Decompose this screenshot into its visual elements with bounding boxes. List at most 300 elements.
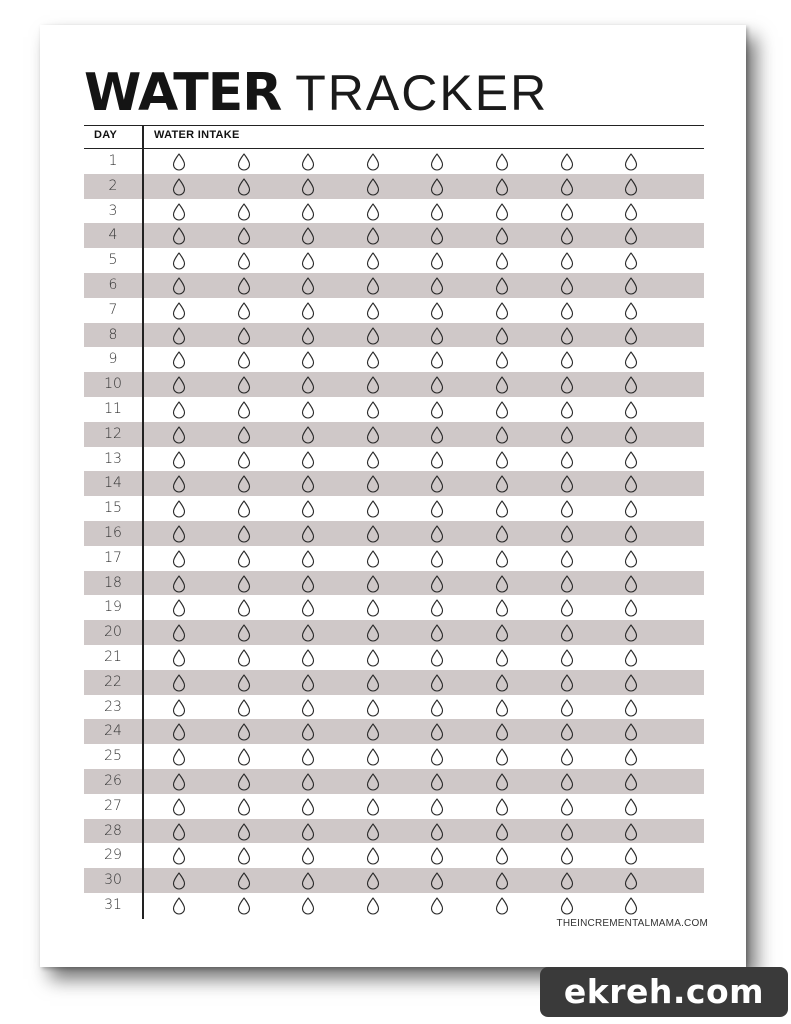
water-drop-icon[interactable]	[172, 401, 186, 419]
water-drop-icon[interactable]	[172, 550, 186, 568]
day-number: 2	[108, 177, 118, 194]
water-drop-icon[interactable]	[366, 475, 380, 493]
water-drop-icon[interactable]	[495, 649, 509, 667]
water-drop-icon[interactable]	[366, 252, 380, 270]
water-drop-icon[interactable]	[237, 699, 251, 717]
water-drop-icon[interactable]	[560, 500, 574, 518]
water-drop-icon[interactable]	[560, 748, 574, 766]
water-drop-icon[interactable]	[430, 227, 444, 245]
water-drop-icon[interactable]	[301, 699, 315, 717]
water-drop-icon[interactable]	[301, 525, 315, 543]
day-number: 10	[104, 376, 122, 393]
water-drop-icon[interactable]	[560, 252, 574, 270]
water-drop-icon[interactable]	[301, 203, 315, 221]
day-number: 22	[104, 673, 122, 690]
water-drop-icon[interactable]	[366, 227, 380, 245]
water-drop-icon[interactable]	[301, 426, 315, 444]
water-drop-icon[interactable]	[560, 599, 574, 617]
water-drop-icon[interactable]	[301, 227, 315, 245]
water-drop-icon[interactable]	[366, 401, 380, 419]
water-drop-icon[interactable]	[237, 327, 251, 345]
water-drop-icon[interactable]	[560, 277, 574, 295]
water-drop-icon[interactable]	[172, 277, 186, 295]
water-drop-icon[interactable]	[560, 351, 574, 369]
water-drop-icon[interactable]	[430, 252, 444, 270]
table-row	[84, 422, 704, 447]
water-drop-icon[interactable]	[430, 401, 444, 419]
water-drop-icon[interactable]	[237, 575, 251, 593]
table-row	[84, 769, 704, 794]
header-day: DAY	[94, 129, 118, 141]
water-drop-icon[interactable]	[366, 823, 380, 841]
day-number: 21	[104, 648, 122, 665]
table-row	[84, 645, 704, 670]
water-drop-icon[interactable]	[430, 748, 444, 766]
water-drop-icon[interactable]	[430, 723, 444, 741]
water-drop-icon[interactable]	[624, 748, 638, 766]
water-drop-icon[interactable]	[301, 252, 315, 270]
water-drop-icon[interactable]	[172, 699, 186, 717]
page-title	[84, 65, 548, 121]
water-drop-icon[interactable]	[560, 897, 574, 915]
water-drop-icon[interactable]	[624, 252, 638, 270]
water-drop-icon[interactable]	[560, 823, 574, 841]
day-number: 12	[104, 425, 122, 442]
table-row	[84, 397, 704, 422]
table-row	[84, 794, 704, 819]
water-drop-icon[interactable]	[560, 649, 574, 667]
water-drop-icon[interactable]	[430, 897, 444, 915]
water-drop-icon[interactable]	[560, 475, 574, 493]
table-row	[84, 620, 704, 645]
water-drop-icon[interactable]	[172, 227, 186, 245]
title-light: TRACKER	[295, 65, 549, 121]
water-drop-icon[interactable]	[366, 426, 380, 444]
water-drop-icon[interactable]	[237, 401, 251, 419]
water-drop-icon[interactable]	[430, 351, 444, 369]
day-number: 19	[104, 599, 122, 616]
water-drop-icon[interactable]	[366, 847, 380, 865]
water-drop-icon[interactable]	[430, 649, 444, 667]
water-drop-icon[interactable]	[495, 897, 509, 915]
header-water-intake: WATER INTAKE	[154, 129, 240, 141]
table-body	[84, 149, 704, 918]
water-drop-icon[interactable]	[430, 203, 444, 221]
water-drop-icon[interactable]	[366, 897, 380, 915]
water-drop-icon[interactable]	[430, 178, 444, 196]
water-drop-icon[interactable]	[237, 798, 251, 816]
water-drop-icon[interactable]	[172, 773, 186, 791]
table-row	[84, 868, 704, 893]
water-drop-icon[interactable]	[172, 624, 186, 642]
water-drop-icon[interactable]	[560, 302, 574, 320]
water-drop-icon[interactable]	[301, 277, 315, 295]
table-row	[84, 843, 704, 868]
water-drop-icon[interactable]	[430, 500, 444, 518]
water-drop-icon[interactable]	[624, 153, 638, 171]
water-drop-icon[interactable]	[172, 798, 186, 816]
water-drop-icon[interactable]	[495, 153, 509, 171]
water-drop-icon[interactable]	[366, 327, 380, 345]
water-drop-icon[interactable]	[237, 723, 251, 741]
water-drop-icon[interactable]	[560, 376, 574, 394]
water-drop-icon[interactable]	[430, 153, 444, 171]
water-drop-icon[interactable]	[301, 178, 315, 196]
water-drop-icon[interactable]	[237, 748, 251, 766]
water-drop-icon[interactable]	[624, 674, 638, 692]
day-number: 27	[104, 797, 122, 814]
water-drop-icon[interactable]	[237, 153, 251, 171]
water-drop-icon[interactable]	[237, 451, 251, 469]
water-drop-icon[interactable]	[301, 153, 315, 171]
water-drop-icon[interactable]	[237, 178, 251, 196]
water-drop-icon[interactable]	[301, 599, 315, 617]
day-number: 6	[108, 276, 118, 293]
column-divider	[142, 125, 144, 919]
water-drop-icon[interactable]	[237, 897, 251, 915]
water-drop-icon[interactable]	[366, 178, 380, 196]
water-drop-icon[interactable]	[237, 302, 251, 320]
water-drop-icon[interactable]	[495, 748, 509, 766]
water-drop-icon[interactable]	[560, 401, 574, 419]
water-drop-icon[interactable]	[237, 599, 251, 617]
footer-credit: THEINCREMENTALMAMA.COM	[556, 918, 708, 929]
water-drop-icon[interactable]	[301, 723, 315, 741]
water-drop-icon[interactable]	[495, 599, 509, 617]
water-drop-icon[interactable]	[430, 872, 444, 890]
water-drop-icon[interactable]	[495, 302, 509, 320]
table-row	[84, 273, 704, 298]
water-drop-icon[interactable]	[495, 624, 509, 642]
water-drop-icon[interactable]	[301, 327, 315, 345]
title-bold: WATER	[84, 63, 282, 123]
water-drop-icon[interactable]	[366, 723, 380, 741]
water-drop-icon[interactable]	[172, 302, 186, 320]
water-drop-icon[interactable]	[172, 872, 186, 890]
water-drop-icon[interactable]	[366, 575, 380, 593]
water-drop-icon[interactable]	[624, 649, 638, 667]
water-drop-icon[interactable]	[430, 798, 444, 816]
day-number: 7	[108, 301, 118, 318]
water-drop-icon[interactable]	[624, 203, 638, 221]
water-drop-icon[interactable]	[624, 426, 638, 444]
day-number: 9	[108, 351, 118, 368]
water-drop-icon[interactable]	[430, 699, 444, 717]
water-drop-icon[interactable]	[237, 872, 251, 890]
water-drop-icon[interactable]	[301, 773, 315, 791]
water-drop-icon[interactable]	[624, 302, 638, 320]
water-drop-icon[interactable]	[237, 649, 251, 667]
water-drop-icon[interactable]	[624, 823, 638, 841]
water-drop-icon[interactable]	[624, 723, 638, 741]
water-drop-icon[interactable]	[172, 575, 186, 593]
water-drop-icon[interactable]	[172, 897, 186, 915]
watermark-logo: ekreh.com	[540, 967, 788, 1017]
water-drop-icon[interactable]	[301, 798, 315, 816]
water-drop-icon[interactable]	[172, 451, 186, 469]
water-drop-icon[interactable]	[495, 773, 509, 791]
water-drop-icon[interactable]	[560, 327, 574, 345]
water-drop-icon[interactable]	[172, 351, 186, 369]
water-drop-icon[interactable]	[624, 351, 638, 369]
water-drop-icon[interactable]	[366, 203, 380, 221]
water-drop-icon[interactable]	[624, 624, 638, 642]
water-drop-icon[interactable]	[495, 475, 509, 493]
water-drop-icon[interactable]	[560, 227, 574, 245]
day-number: 25	[104, 748, 122, 765]
water-drop-icon[interactable]	[430, 773, 444, 791]
water-drop-icon[interactable]	[237, 351, 251, 369]
water-drop-icon[interactable]	[430, 376, 444, 394]
water-drop-icon[interactable]	[430, 599, 444, 617]
water-drop-icon[interactable]	[560, 699, 574, 717]
water-drop-icon[interactable]	[237, 227, 251, 245]
day-number: 16	[104, 524, 122, 541]
water-drop-icon[interactable]	[560, 723, 574, 741]
water-drop-icon[interactable]	[430, 327, 444, 345]
water-drop-icon[interactable]	[366, 649, 380, 667]
table-row	[84, 347, 704, 372]
water-drop-icon[interactable]	[560, 575, 574, 593]
table-row	[84, 248, 704, 273]
water-drop-icon[interactable]	[366, 599, 380, 617]
water-drop-icon[interactable]	[430, 451, 444, 469]
water-drop-icon[interactable]	[172, 426, 186, 444]
water-drop-icon[interactable]	[172, 500, 186, 518]
water-drop-icon[interactable]	[560, 426, 574, 444]
water-drop-icon[interactable]	[172, 748, 186, 766]
water-drop-icon[interactable]	[495, 451, 509, 469]
water-drop-icon[interactable]	[430, 823, 444, 841]
water-drop-icon[interactable]	[301, 674, 315, 692]
water-drop-icon[interactable]	[624, 277, 638, 295]
water-drop-icon[interactable]	[495, 277, 509, 295]
water-drop-icon[interactable]	[495, 823, 509, 841]
water-drop-icon[interactable]	[172, 475, 186, 493]
day-number: 23	[104, 698, 122, 715]
water-drop-icon[interactable]	[624, 575, 638, 593]
water-drop-icon[interactable]	[624, 401, 638, 419]
water-drop-icon[interactable]	[237, 252, 251, 270]
water-drop-icon[interactable]	[624, 376, 638, 394]
water-drop-icon[interactable]	[366, 525, 380, 543]
water-drop-icon[interactable]	[301, 624, 315, 642]
water-drop-icon[interactable]	[301, 748, 315, 766]
water-drop-icon[interactable]	[172, 327, 186, 345]
water-drop-icon[interactable]	[172, 723, 186, 741]
water-drop-icon[interactable]	[237, 426, 251, 444]
water-drop-icon[interactable]	[495, 723, 509, 741]
water-drop-icon[interactable]	[237, 277, 251, 295]
day-number: 4	[108, 227, 118, 244]
water-drop-icon[interactable]	[301, 475, 315, 493]
water-drop-icon[interactable]	[624, 500, 638, 518]
water-drop-icon[interactable]	[495, 699, 509, 717]
water-drop-icon[interactable]	[495, 550, 509, 568]
water-drop-icon[interactable]	[237, 525, 251, 543]
water-drop-icon[interactable]	[237, 624, 251, 642]
water-drop-icon[interactable]	[430, 575, 444, 593]
water-drop-icon[interactable]	[301, 897, 315, 915]
water-drop-icon[interactable]	[366, 500, 380, 518]
day-number: 17	[104, 549, 122, 566]
water-drop-icon[interactable]	[495, 500, 509, 518]
water-drop-icon[interactable]	[495, 351, 509, 369]
water-drop-icon[interactable]	[495, 674, 509, 692]
water-drop-icon[interactable]	[301, 847, 315, 865]
water-drop-icon[interactable]	[301, 649, 315, 667]
water-drop-icon[interactable]	[624, 475, 638, 493]
water-drop-icon[interactable]	[495, 227, 509, 245]
water-drop-icon[interactable]	[624, 773, 638, 791]
water-intake-table	[84, 125, 704, 918]
water-drop-icon[interactable]	[560, 178, 574, 196]
water-drop-icon[interactable]	[237, 823, 251, 841]
water-drop-icon[interactable]	[366, 699, 380, 717]
water-drop-icon[interactable]	[237, 500, 251, 518]
water-drop-icon[interactable]	[237, 550, 251, 568]
water-drop-icon[interactable]	[495, 203, 509, 221]
water-drop-icon[interactable]	[624, 897, 638, 915]
day-number: 3	[108, 202, 118, 219]
water-drop-icon[interactable]	[301, 575, 315, 593]
water-drop-icon[interactable]	[172, 203, 186, 221]
water-drop-icon[interactable]	[430, 847, 444, 865]
water-drop-icon[interactable]	[495, 798, 509, 816]
water-drop-icon[interactable]	[237, 475, 251, 493]
water-drop-icon[interactable]	[237, 376, 251, 394]
water-drop-icon[interactable]	[366, 153, 380, 171]
table-row	[84, 819, 704, 844]
day-number: 24	[104, 723, 122, 740]
water-drop-icon[interactable]	[495, 178, 509, 196]
water-drop-icon[interactable]	[624, 227, 638, 245]
table-row	[84, 893, 704, 918]
water-drop-icon[interactable]	[172, 153, 186, 171]
water-drop-icon[interactable]	[366, 302, 380, 320]
water-drop-icon[interactable]	[560, 525, 574, 543]
water-drop-icon[interactable]	[624, 525, 638, 543]
water-drop-icon[interactable]	[624, 451, 638, 469]
water-drop-icon[interactable]	[172, 847, 186, 865]
water-drop-icon[interactable]	[495, 376, 509, 394]
water-drop-icon[interactable]	[430, 475, 444, 493]
water-drop-icon[interactable]	[430, 624, 444, 642]
day-number: 29	[104, 847, 122, 864]
table-row	[84, 149, 704, 174]
water-drop-icon[interactable]	[560, 798, 574, 816]
water-drop-icon[interactable]	[366, 798, 380, 816]
water-drop-icon[interactable]	[560, 847, 574, 865]
water-drop-icon[interactable]	[366, 277, 380, 295]
water-drop-icon[interactable]	[172, 823, 186, 841]
water-drop-icon[interactable]	[366, 674, 380, 692]
water-drop-icon[interactable]	[301, 401, 315, 419]
water-drop-icon[interactable]	[172, 649, 186, 667]
water-drop-icon[interactable]	[366, 624, 380, 642]
water-drop-icon[interactable]	[366, 748, 380, 766]
water-drop-icon[interactable]	[560, 773, 574, 791]
table-row	[84, 744, 704, 769]
water-drop-icon[interactable]	[495, 575, 509, 593]
water-drop-icon[interactable]	[560, 624, 574, 642]
water-drop-icon[interactable]	[560, 153, 574, 171]
water-drop-icon[interactable]	[495, 525, 509, 543]
water-drop-icon[interactable]	[237, 847, 251, 865]
water-drop-icon[interactable]	[301, 451, 315, 469]
water-drop-icon[interactable]	[624, 550, 638, 568]
water-drop-icon[interactable]	[237, 674, 251, 692]
printable-sheet	[40, 25, 746, 967]
water-drop-icon[interactable]	[366, 773, 380, 791]
water-drop-icon[interactable]	[495, 426, 509, 444]
water-drop-icon[interactable]	[172, 674, 186, 692]
water-drop-icon[interactable]	[430, 674, 444, 692]
water-drop-icon[interactable]	[430, 302, 444, 320]
water-drop-icon[interactable]	[172, 376, 186, 394]
water-drop-icon[interactable]	[366, 376, 380, 394]
water-drop-icon[interactable]	[624, 847, 638, 865]
water-drop-icon[interactable]	[301, 376, 315, 394]
water-drop-icon[interactable]	[560, 550, 574, 568]
water-drop-icon[interactable]	[366, 550, 380, 568]
water-drop-icon[interactable]	[560, 674, 574, 692]
table-row	[84, 670, 704, 695]
table-header	[84, 125, 704, 149]
water-drop-icon[interactable]	[430, 525, 444, 543]
water-drop-icon[interactable]	[624, 872, 638, 890]
water-drop-icon[interactable]	[495, 252, 509, 270]
water-drop-icon[interactable]	[430, 550, 444, 568]
day-number: 15	[104, 500, 122, 517]
water-drop-icon[interactable]	[624, 178, 638, 196]
water-drop-icon[interactable]	[560, 872, 574, 890]
water-drop-icon[interactable]	[172, 178, 186, 196]
water-drop-icon[interactable]	[495, 872, 509, 890]
table-row	[84, 223, 704, 248]
water-drop-icon[interactable]	[560, 203, 574, 221]
water-drop-icon[interactable]	[172, 599, 186, 617]
water-drop-icon[interactable]	[624, 699, 638, 717]
day-number: 31	[104, 896, 122, 913]
water-drop-icon[interactable]	[366, 451, 380, 469]
water-drop-icon[interactable]	[237, 773, 251, 791]
water-drop-icon[interactable]	[624, 327, 638, 345]
water-drop-icon[interactable]	[366, 872, 380, 890]
water-drop-icon[interactable]	[495, 401, 509, 419]
water-drop-icon[interactable]	[237, 203, 251, 221]
table-row	[84, 323, 704, 348]
water-drop-icon[interactable]	[301, 823, 315, 841]
water-drop-icon[interactable]	[560, 451, 574, 469]
water-drop-icon[interactable]	[430, 426, 444, 444]
water-drop-icon[interactable]	[624, 798, 638, 816]
water-drop-icon[interactable]	[301, 500, 315, 518]
water-drop-icon[interactable]	[172, 525, 186, 543]
water-drop-icon[interactable]	[624, 599, 638, 617]
water-drop-icon[interactable]	[172, 252, 186, 270]
water-drop-icon[interactable]	[495, 327, 509, 345]
day-number: 28	[104, 822, 122, 839]
table-row	[84, 496, 704, 521]
water-drop-icon[interactable]	[301, 351, 315, 369]
water-drop-icon[interactable]	[430, 277, 444, 295]
water-drop-icon[interactable]	[301, 302, 315, 320]
water-drop-icon[interactable]	[495, 847, 509, 865]
water-drop-icon[interactable]	[366, 351, 380, 369]
water-drop-icon[interactable]	[301, 872, 315, 890]
water-drop-icon[interactable]	[301, 550, 315, 568]
